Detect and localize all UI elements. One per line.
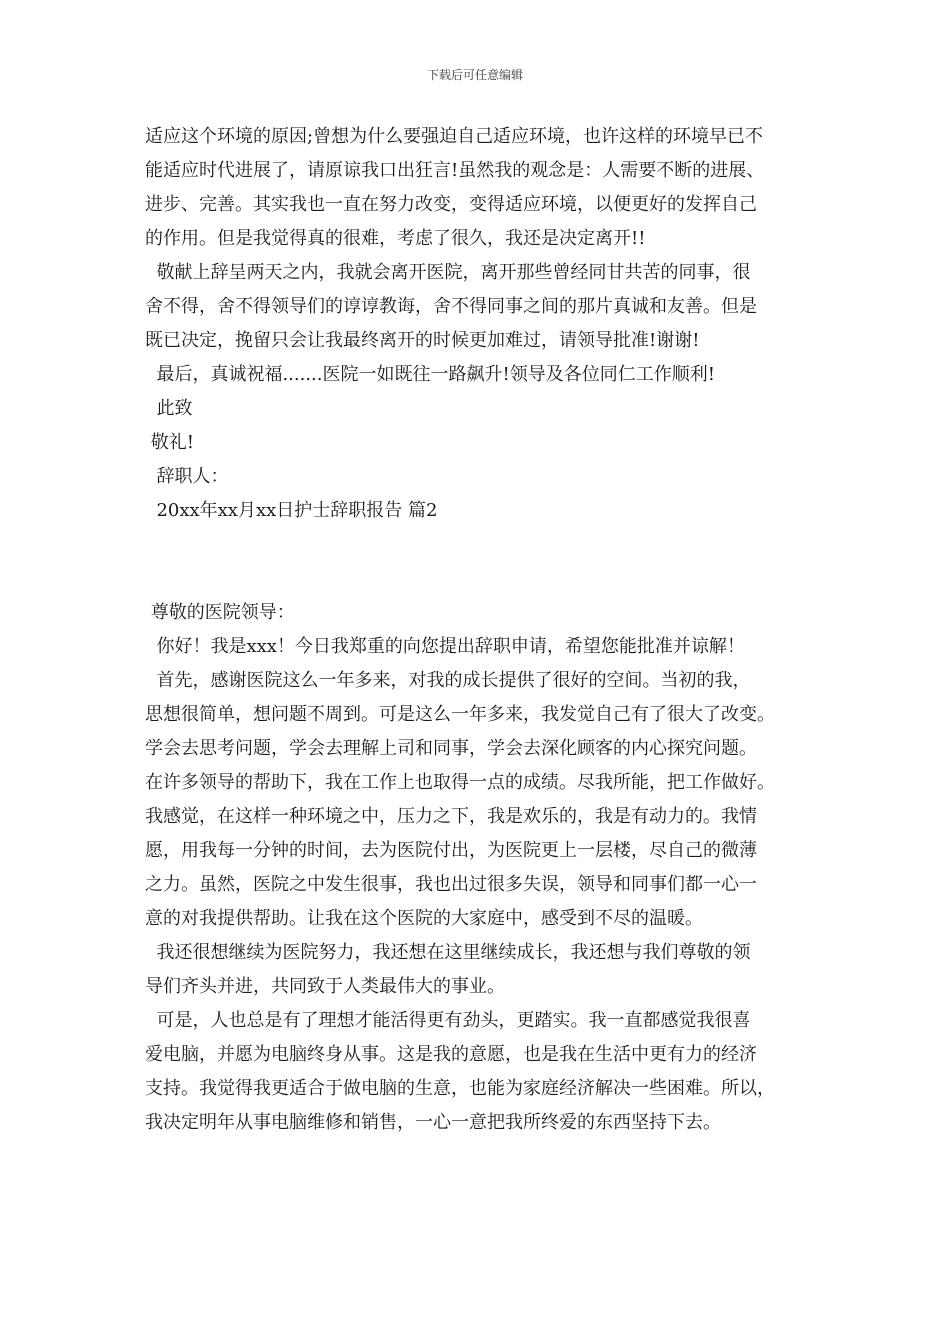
text-line: 20xx年xx月xx日护士辞职报告 篇2 bbox=[145, 500, 438, 521]
text-line: 能适应时代进展了，请原谅我口出狂言!虽然我的观念是：人需要不断的进展、 bbox=[145, 160, 765, 181]
text-line: 在许多领导的帮助下，我在工作上也取得一点的成绩。尽我所能，把工作做好。 bbox=[145, 772, 775, 793]
text-line: 进步、完善。其实我也一直在努力改变，变得适应环境，以便更好的发挥自己 bbox=[145, 194, 757, 215]
letter-body bbox=[145, 120, 825, 1140]
text-line: 敬献上辞呈两天之内，我就会离开医院，离开那些曾经同甘共苦的同事，很 bbox=[145, 262, 751, 283]
text-line: 最后，真诚祝福.......医院一如既往一路飙升!领导及各位同仁工作顺利! bbox=[145, 364, 715, 385]
text-line: 我还很想继续为医院努力，我还想在这里继续成长，我还想与我们尊敬的领 bbox=[145, 942, 751, 963]
text-line: 之力。虽然，医院之中发生很事，我也出过很多失误，领导和同事们都一心一 bbox=[145, 874, 757, 895]
text-line: 敬礼! bbox=[145, 432, 194, 453]
page-header-note: 下载后可任意编辑 bbox=[426, 68, 523, 82]
text-line: 首先，感谢医院这么一年多来，对我的成长提供了很好的空间。当初的我， bbox=[145, 670, 751, 691]
text-line: 可是，人也总是有了理想才能活得更有劲头，更踏实。我一直都感觉我很喜 bbox=[145, 1010, 751, 1031]
text-line: 思想很简单，想问题不周到。可是这么一年多来，我发觉自己有了很大了改变。 bbox=[145, 704, 775, 725]
text-line bbox=[145, 528, 825, 562]
text-line: 愿，用我每一分钟的时间，去为医院付出，为医院更上一层楼，尽自己的微薄 bbox=[145, 840, 757, 861]
text-line: 适应这个环境的原因;曾想为什么要强迫自己适应环境，也许这样的环境早已不 bbox=[145, 126, 764, 147]
text-line: 支持。我觉得我更适合于做电脑的生意，也能为家庭经济解决一些困难。所以， bbox=[145, 1078, 775, 1099]
text-line: 学会去思考问题，学会去理解上司和同事，学会去深化顾客的内心探究问题。 bbox=[145, 738, 757, 759]
text-line bbox=[145, 562, 825, 596]
text-line: 尊敬的医院领导： bbox=[145, 602, 295, 623]
text-line: 辞职人： bbox=[145, 466, 229, 487]
text-line: 我决定明年从事电脑维修和销售，一心一意把我所终爱的东西坚持下去。 bbox=[145, 1112, 721, 1133]
text-line: 的作用。但是我觉得真的很难，考虑了很久，我还是决定离开!! bbox=[145, 228, 646, 249]
text-line: 我感觉，在这样一种环境之中，压力之下，我是欢乐的，我是有动力的。我情 bbox=[145, 806, 757, 827]
text-line: 导们齐头并进，共同致于人类最伟大的事业。 bbox=[145, 976, 505, 997]
text-line: 意的对我提供帮助。让我在这个医院的大家庭中，感受到不尽的温暖。 bbox=[145, 908, 703, 929]
text-line: 爱电脑，并愿为电脑终身从事。这是我的意愿，也是我在生活中更有力的经济 bbox=[145, 1044, 757, 1065]
text-line: 此致 bbox=[145, 398, 193, 419]
text-line: 你好！我是xxx！今日我郑重的向您提出辞职申请，希望您能批准并谅解！ bbox=[145, 636, 745, 657]
text-line: 既已决定，挽留只会让我最终离开的时候更加难过，请领导批准!谢谢! bbox=[145, 330, 700, 351]
text-line: 舍不得，舍不得领导们的谆谆教诲，舍不得同事之间的那片真诚和友善。但是 bbox=[145, 296, 757, 317]
